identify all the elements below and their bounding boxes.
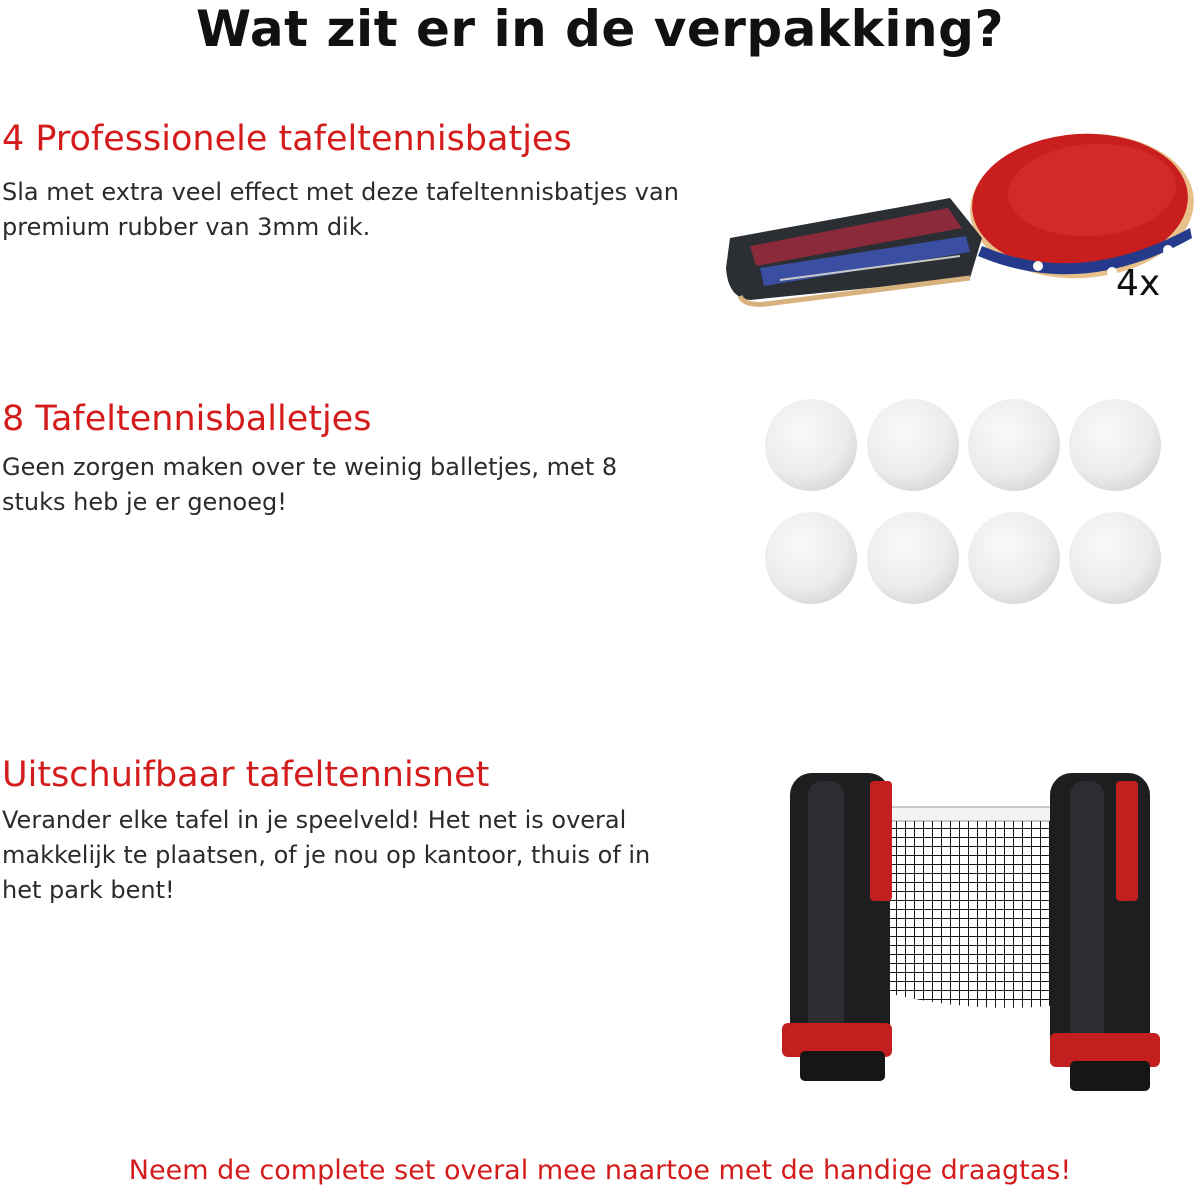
quantity-label: 4x: [1116, 263, 1161, 304]
section-text-net: [2, 803, 692, 908]
text-line: Geen zorgen maken over te weinig balletjes, met 8: [2, 453, 618, 481]
ball: [765, 512, 857, 604]
section-heading-balls: 8 Tafeltennisballetjes: [2, 399, 372, 439]
section-text-bats: [2, 175, 692, 245]
section-heading-net: Uitschuifbaar tafeltennisnet: [2, 755, 490, 795]
section-text-balls: [2, 450, 692, 520]
text-line: stuks heb je er genoeg!: [2, 488, 287, 516]
ball: [968, 399, 1060, 491]
text-line: Verander elke tafel in je speelveld! Het net is overal: [2, 806, 627, 834]
text-line: het park bent!: [2, 876, 175, 904]
retractable-net-image: [770, 765, 1170, 1095]
ball: [867, 399, 959, 491]
footer-text: Neem de complete set overal mee naartoe met de handige draagtas!: [128, 1155, 1072, 1186]
ball: [765, 399, 857, 491]
page-title: Wat zit er in de verpakking?: [196, 0, 1004, 58]
table-tennis-balls-image: [760, 398, 1170, 608]
section-heading-bats: 4 Professionele tafeltennisbatjes: [2, 119, 572, 159]
ball: [1069, 399, 1161, 491]
text-line: makkelijk te plaatsen, of je nou op kantoor, thuis of in: [2, 841, 651, 869]
text-line: premium rubber van 3mm dik.: [2, 213, 371, 241]
ball: [867, 512, 959, 604]
text-line: Sla met extra veel effect met deze tafeltennisbatjes van: [2, 178, 679, 206]
ball: [968, 512, 1060, 604]
ball: [1069, 512, 1161, 604]
